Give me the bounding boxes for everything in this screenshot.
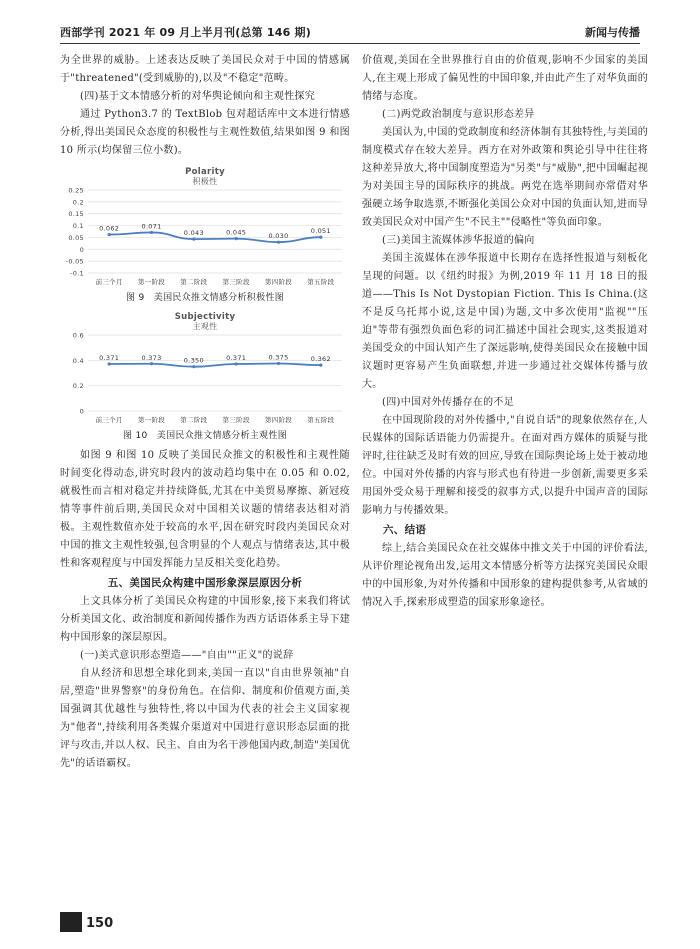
subheading: (三)美国主流媒体涉华报道的偏向 [382, 235, 535, 246]
x-tick-label: 第一阶段 [137, 278, 166, 286]
subheading: (四)中国对外传播存在的不足 [382, 397, 515, 408]
subheading: (二)两党政治制度与意识形态差异 [382, 109, 535, 120]
y-tick-label: 0.05 [68, 233, 84, 242]
x-tick-label: 第五阶段 [307, 416, 335, 424]
data-label: 0.371 [99, 354, 120, 363]
data-point [319, 364, 322, 367]
data-point [235, 362, 238, 365]
x-tick-label: 前三个月 [95, 416, 123, 424]
subheading: (一)美式意识形态塑造——"自由""正义"的说辞 [80, 650, 294, 661]
y-tick-label: 0 [79, 245, 84, 254]
y-tick-label: 0.2 [72, 198, 84, 207]
data-label: 0.350 [183, 356, 204, 365]
section-title: 新闻与传播 [585, 26, 640, 39]
x-tick-label: 第三阶段 [222, 278, 250, 286]
x-tick-label: 前三个月 [95, 278, 123, 286]
paragraph: 在中国现阶段的对外传播中,"自说自话"的现象依然存在,人民媒体的国际话语能力仍需提升。在面对西方媒体的质疑与批评时,往往缺乏及时有效的回应,导致在国际舆论场上处于被动地位。中国对外传播的内容与形式也有待进一步创新,需要更多采用国外受众易于理解和接受的叙事方式,以提升中国声音的国际影响力与传播效果。 [362, 415, 648, 516]
subjectivity-chart [62, 309, 348, 427]
right-column [362, 52, 648, 612]
data-point [150, 231, 153, 234]
chart-subtitle: 积极性 [192, 177, 218, 186]
paragraph: 综上,结合美国民众在社交媒体中推文关于中国的评价看法,从评价理论视角出发,运用文本情感分析等方法探究美国民众眼中的中国形象,为对外传播和中国形象的建构提供参考,从省域的情况入手,探索形成塑造的国家形象途径。 [362, 543, 648, 608]
y-tick-label: 0 [79, 407, 84, 416]
chart-title: Subjectivity [174, 312, 236, 322]
series-line [109, 364, 321, 367]
y-tick-label: 0.15 [68, 210, 84, 219]
paragraph: 自从经济和思想全球化到来,美国一直以"自由世界领袖"自居,塑造"世界警察"的身份角色。在信仰、制度和价值观方面,美国强调其优越性与独特性,将以中国为代表的社会主义国家视为"他者",持续利用各类媒介渠道对中国进行意识形态层面的批评与攻击,并以人权、民主、自由为名干涉他国内政,制造"美国优先"的话语霸权。 [60, 668, 350, 769]
data-label: 0.030 [268, 232, 289, 241]
data-label: 0.373 [141, 353, 162, 362]
figure-caption: 图 9 美国民众推文情感分析积极性图 [126, 293, 284, 303]
data-point [235, 237, 238, 240]
x-tick-label: 第一阶段 [137, 416, 166, 424]
page-number: 150 [86, 916, 114, 931]
data-point [277, 362, 280, 365]
page-header [60, 20, 640, 44]
y-tick-label: 0.2 [72, 382, 84, 391]
data-point [108, 233, 111, 236]
data-label: 0.362 [310, 355, 331, 364]
subheading: (四)基于文本情感分析的对华舆论倾向和主观性探究 [80, 91, 316, 102]
paragraph: 如图 9 和图 10 反映了美国民众推文的积极性和主观性随时间变化得动态,讲究时段内的波动趋均集中在 0.05 和 0.02,就极性而言相对稳定并持续降低,尤其在中美贸易摩擦、新冠疫情等事件前后期,美国民众对中国相关议题的情绪表达相对消极。主观性数值亦处于较高的水平,因在研究时段内美国民众对中国的推文主观性较强,包含明显的个人观点与情绪表达,其中极性和客观程度与中国发挥能力呈反相关变化趋势。 [60, 450, 350, 569]
y-tick-label: 0.4 [72, 356, 84, 365]
x-tick-label: 第四阶段 [264, 278, 293, 286]
section-heading: 六、结语 [383, 524, 427, 536]
figure-subjectivity [60, 309, 350, 427]
page-number-bar [60, 912, 82, 932]
data-label: 0.045 [226, 228, 247, 237]
data-label: 0.071 [141, 222, 162, 231]
paragraph: 美国主流媒体在涉华报道中长期存在选择性报道与刻板化呈现的问题。以《纽约时报》为例,2019 年 11 月 18 日的报道——This Is Not Dystopian Fiction. This Is China.(这不是反乌托邦小说,这是中国)为题,文中多次使用"监视""压迫"等带有强烈负面色彩的词汇描述中国社会现实,这类报道对美国受众的中国认知产生了深远影响,使得美国民众在接触中国议题时更容易产生负面联想,并进一步通过社交媒体传播与放大。 [362, 253, 648, 390]
y-tick-label: 0.25 [68, 186, 84, 195]
data-point [150, 362, 153, 365]
journal-title: 西部学刊 2021 年 09 月上半月刊(总第 146 期) [60, 26, 311, 39]
data-point [192, 237, 195, 240]
section-heading: 五、美国民众构建中国形象深层原因分析 [107, 577, 303, 589]
data-point [277, 241, 280, 244]
data-label: 0.375 [268, 353, 289, 362]
paragraph: 美国认为,中国的党政制度和经济体制有其独特性,与美国的制度模式存在较大差异。西方在对外政策和舆论引导中往往将这种差异放大,将中国制度塑造为"另类"与"威胁",把中国崛起视为对美国主导的国际秩序的挑战。两党在选举期间亦常借对华强硬立场争取选票,不断强化美国公众对中国的负面认知,进而导致美国民众对中国产生"不民主""侵略性"等负面印象。 [362, 127, 648, 228]
data-point [319, 236, 322, 239]
paragraph: 价值观,美国在全世界推行自由的价值观,影响不少国家的美国人,在主观上形成了偏见性的中国印象,并由此产生了对华负面的情绪与态度。 [362, 55, 648, 102]
y-tick-label: -0.05 [65, 257, 84, 266]
y-tick-label: 0.6 [72, 331, 84, 340]
data-point [192, 365, 195, 368]
paragraph: 上文具体分析了美国民众构建的中国形象,接下来我们将试分析美国文化、政治制度和新闻传播作为西方话语体系主导下建构中国形象的深层原因。 [60, 596, 350, 643]
chart-subtitle: 主观性 [192, 322, 218, 331]
data-label: 0.062 [99, 224, 120, 233]
x-tick-label: 第二阶段 [180, 278, 208, 286]
data-label: 0.051 [310, 227, 331, 236]
paragraph: 通过 Python3.7 的 TextBlob 包对超话库中文本进行情感分析,得出美国民众态度的积极性与主观性数值,结果如图 9 和图 10 所示(均保留三位小数)。 [60, 109, 350, 156]
data-label: 0.043 [183, 229, 204, 238]
paragraph: 为全世界的威胁。上述表达反映了美国民众对于中国的情感属于"threatened"(受到威胁的),以及"不稳定"范畴。 [60, 55, 350, 84]
data-point [108, 362, 111, 365]
data-label: 0.371 [226, 354, 247, 363]
x-tick-label: 第三阶段 [222, 416, 250, 424]
y-tick-label: -0.1 [70, 269, 84, 278]
figure-polarity [60, 164, 350, 289]
x-tick-label: 第二阶段 [180, 416, 208, 424]
x-tick-label: 第五阶段 [307, 278, 335, 286]
chart-title: Polarity [185, 167, 225, 177]
y-tick-label: 0.1 [72, 222, 84, 231]
polarity-chart [62, 164, 348, 289]
left-column [60, 52, 350, 773]
x-tick-label: 第四阶段 [264, 416, 293, 424]
figure-caption: 图 10 美国民众推文情感分析主观性图 [122, 431, 287, 441]
